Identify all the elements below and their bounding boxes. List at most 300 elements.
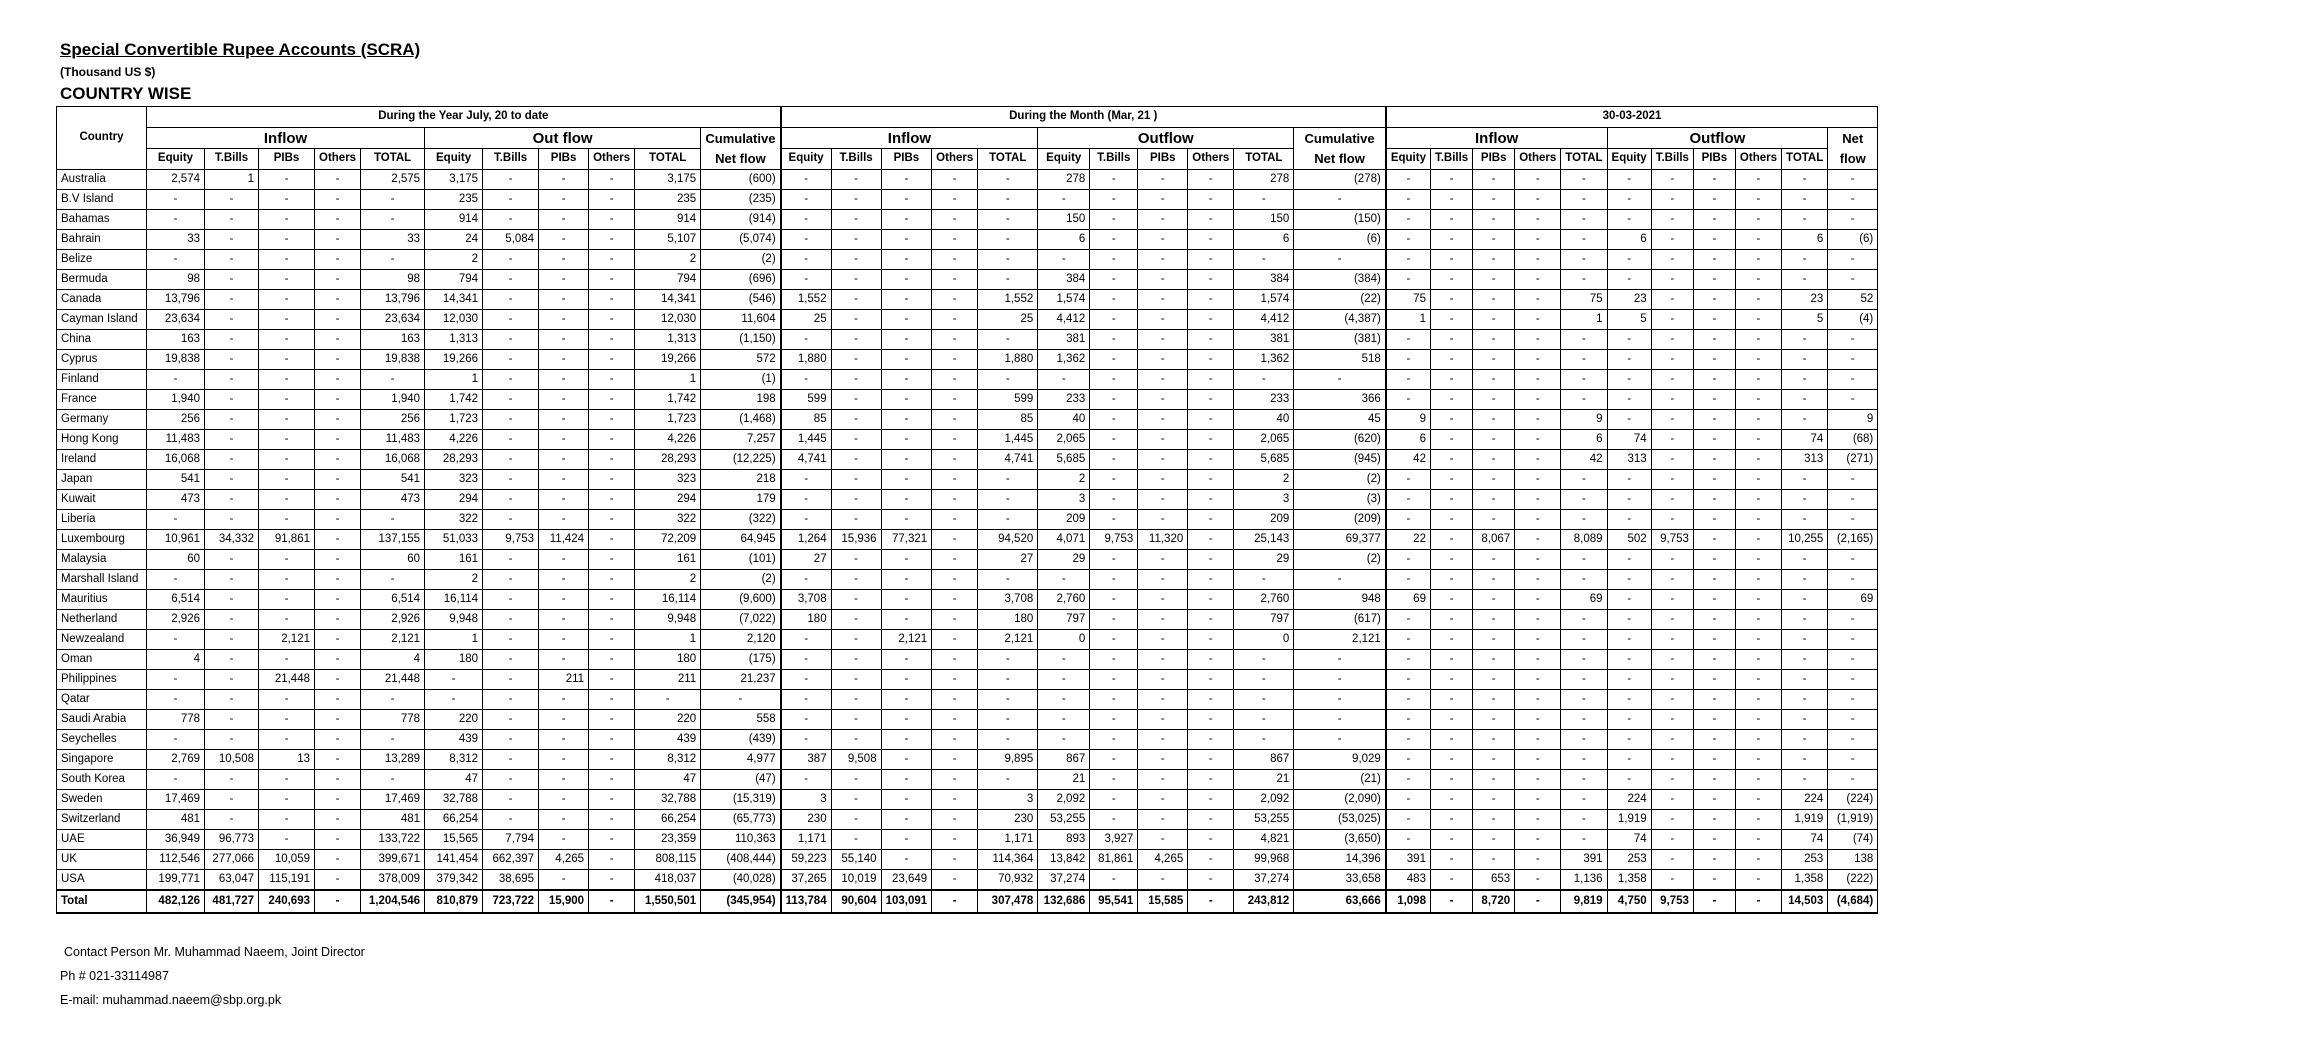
table-cell: 19,266 [635,350,701,370]
table-cell: 9,895 [978,750,1038,770]
table-row [57,790,1878,810]
table-cell: - [1090,670,1138,690]
table-cell: - [1828,690,1878,710]
table-cell: - [1138,490,1188,510]
table-cell: - [539,210,589,230]
table-cell: - [1515,210,1561,230]
table-cell: - [1386,470,1431,490]
table-cell: - [1828,710,1878,730]
table-cell: - [205,810,259,830]
table-cell: - [1735,590,1781,610]
table-cell: - [881,450,932,470]
table-cell: - [1138,210,1188,230]
month-inflow-tbills-subheader: T.Bills [831,149,881,170]
country-name: UK [57,850,147,870]
table-cell: (235) [701,190,781,210]
table-cell: 25 [978,310,1038,330]
table-cell: 163 [147,330,205,350]
table-cell: - [932,650,978,670]
table-cell: (21) [1294,770,1386,790]
table-cell: (2) [701,250,781,270]
table-cell: - [1473,670,1515,690]
table-cell: (175) [701,650,781,670]
table-cell: - [1294,370,1386,390]
table-cell: 4 [147,650,205,670]
table-cell: 5 [1782,310,1828,330]
table-cell: 211 [635,670,701,690]
table-cell: - [781,470,831,490]
table-cell: - [1735,550,1781,570]
table-cell: - [932,350,978,370]
table-cell: - [1430,850,1472,870]
table-cell: - [932,610,978,630]
table-cell: 37,274 [1234,870,1294,891]
year-inflow-header: Inflow [147,128,425,149]
table-cell: - [831,810,881,830]
table-cell: - [1693,810,1735,830]
table-cell: 243,812 [1234,890,1294,913]
table-cell: - [1693,210,1735,230]
table-cell: - [315,270,361,290]
table-cell: - [589,830,635,850]
table-cell: 63,666 [1294,890,1386,913]
table-cell: - [1651,230,1693,250]
table-cell: - [1294,710,1386,730]
table-cell: - [1651,510,1693,530]
year-outflow-pibs-subheader: PIBs [539,149,589,170]
table-cell: (3) [1294,490,1386,510]
table-cell: - [539,570,589,590]
table-cell: - [1782,330,1828,350]
table-cell: - [315,410,361,430]
table-cell: - [1561,710,1607,730]
table-cell: - [1386,610,1431,630]
table-cell: - [1430,250,1472,270]
table-cell: - [1188,490,1234,510]
table-cell: - [1138,650,1188,670]
table-cell: - [205,770,259,790]
table-cell: - [1386,490,1431,510]
table-cell: - [932,590,978,610]
table-cell: - [1473,390,1515,410]
table-cell: - [1473,270,1515,290]
table-cell: 47 [425,770,483,790]
table-cell: 6,514 [361,590,425,610]
table-cell: (439) [701,730,781,750]
table-cell: 211 [539,670,589,690]
table-cell: - [1693,250,1735,270]
table-cell: - [831,390,881,410]
table-cell: - [1651,250,1693,270]
table-cell: - [781,710,831,730]
table-cell: 797 [1038,610,1090,630]
table-cell: - [483,410,539,430]
table-cell: 94,520 [978,530,1038,550]
country-name: Qatar [57,690,147,710]
table-cell: - [881,650,932,670]
table-cell: - [1651,850,1693,870]
table-cell: 322 [425,510,483,530]
table-cell: 28,293 [635,450,701,470]
table-cell: 399,671 [361,850,425,870]
table-cell: - [1561,770,1607,790]
table-cell: - [1828,270,1878,290]
table-cell: 14,341 [635,290,701,310]
table-cell: 11,424 [539,530,589,550]
table-cell: 21,448 [259,670,315,690]
table-cell: - [205,670,259,690]
table-cell: 14,503 [1782,890,1828,913]
table-cell: - [932,830,978,850]
table-cell: 2,760 [1234,590,1294,610]
table-cell: 2 [1234,470,1294,490]
table-cell: - [1515,250,1561,270]
table-cell: - [781,190,831,210]
total-row [57,890,1878,913]
month-period-header: During the Month (Mar, 21 ) [781,107,1386,128]
table-cell: - [1828,370,1878,390]
table-cell: (322) [701,510,781,530]
table-cell: - [831,650,881,670]
table-cell: 778 [361,710,425,730]
month-net-flow-subheader: Net flow [1294,149,1386,170]
table-cell: (600) [701,170,781,190]
table-cell: - [1515,590,1561,610]
table-cell: - [589,730,635,750]
table-cell: - [589,590,635,610]
table-cell: - [315,830,361,850]
table-cell: - [1782,510,1828,530]
table-cell: - [205,330,259,350]
table-cell: - [1138,190,1188,210]
table-cell: 6 [1386,430,1431,450]
table-cell: - [315,890,361,913]
table-cell: (271) [1828,450,1878,470]
table-cell: 481 [361,810,425,830]
table-cell: - [1735,430,1781,450]
table-cell: - [1515,430,1561,450]
table-cell: - [881,810,932,830]
table-cell: (40,028) [701,870,781,891]
table-cell: - [881,370,932,390]
table-cell: - [1735,350,1781,370]
table-cell: - [1515,770,1561,790]
table-cell: (620) [1294,430,1386,450]
table-cell: 66,254 [635,810,701,830]
table-cell: 16,068 [147,450,205,470]
table-cell: - [1188,550,1234,570]
table-cell: 810,879 [425,890,483,913]
table-cell: 29 [1038,550,1090,570]
table-cell: 8,312 [635,750,701,770]
table-cell: - [1561,170,1607,190]
table-cell: - [1386,770,1431,790]
table-cell: - [1138,330,1188,350]
table-cell: - [1430,450,1472,470]
table-cell: - [1473,290,1515,310]
table-cell: - [1607,770,1651,790]
table-cell: - [932,390,978,410]
table-cell: 8,312 [425,750,483,770]
table-cell: 70,932 [978,870,1038,891]
table-cell: - [539,870,589,891]
table-cell: - [1430,690,1472,710]
table-cell: - [539,170,589,190]
table-cell: - [589,850,635,870]
table-row [57,450,1878,470]
table-cell: - [483,730,539,750]
table-cell: - [1430,270,1472,290]
table-cell: - [932,770,978,790]
table-cell: - [1294,650,1386,670]
table-cell: - [1693,710,1735,730]
table-cell: - [1782,710,1828,730]
table-cell: - [539,270,589,290]
table-cell: - [1090,550,1138,570]
table-cell: 141,454 [425,850,483,870]
table-cell: 11,604 [701,310,781,330]
table-row [57,290,1878,310]
table-cell: - [483,570,539,590]
table-cell: - [1473,630,1515,650]
table-cell: - [831,430,881,450]
table-row [57,610,1878,630]
table-cell: - [205,210,259,230]
table-cell: - [539,350,589,370]
country-name: Bahrain [57,230,147,250]
table-cell: - [539,830,589,850]
table-cell: - [881,470,932,490]
table-cell: 5,107 [635,230,701,250]
table-cell: 323 [425,470,483,490]
table-cell: 133,722 [361,830,425,850]
contact-person: Contact Person Mr. Muhammad Naeem, Joint Director [64,945,365,959]
table-cell: - [831,630,881,650]
table-cell: - [483,690,539,710]
date-net-flow-subheader: flow [1828,149,1878,170]
table-row [57,690,1878,710]
table-cell: - [205,430,259,450]
table-cell: 2 [425,250,483,270]
table-cell: (1,150) [701,330,781,350]
table-cell: (1,468) [701,410,781,430]
table-cell: 9,753 [1090,530,1138,550]
table-cell: - [1473,170,1515,190]
table-cell: - [1782,490,1828,510]
table-cell: 66,254 [425,810,483,830]
date-net-header: Net [1828,128,1878,149]
country-name: Mauritius [57,590,147,610]
table-cell: 13 [259,750,315,770]
table-cell: - [932,530,978,550]
table-cell: 3 [1038,490,1090,510]
table-cell: - [1090,250,1138,270]
table-cell: - [1693,870,1735,891]
date-inflow-header: Inflow [1386,128,1607,149]
table-cell: - [1693,590,1735,610]
table-cell: 63,047 [205,870,259,891]
table-cell: - [1090,170,1138,190]
table-cell: - [259,790,315,810]
table-cell: - [1138,250,1188,270]
table-cell: - [1386,250,1431,270]
table-cell: (5,074) [701,230,781,250]
table-cell: - [1828,510,1878,530]
month-outflow-tbills-subheader: T.Bills [1090,149,1138,170]
table-cell: - [978,230,1038,250]
table-cell: 381 [1234,330,1294,350]
table-cell: - [539,750,589,770]
table-cell: 2,926 [361,610,425,630]
table-cell: (2,165) [1828,530,1878,550]
table-cell: - [1693,890,1735,913]
table-cell: - [1828,610,1878,630]
table-cell: - [781,370,831,390]
table-cell: 307,478 [978,890,1038,913]
table-cell: - [1138,430,1188,450]
table-cell: - [1735,890,1781,913]
table-cell: 1,362 [1234,350,1294,370]
table-cell: - [881,350,932,370]
table-cell: - [1038,710,1090,730]
table-cell: - [483,550,539,570]
table-cell: - [1782,190,1828,210]
country-name: France [57,390,147,410]
table-cell: 379,342 [425,870,483,891]
table-cell: 37,274 [1038,870,1090,891]
table-cell: (1) [701,370,781,390]
table-cell: - [1782,350,1828,370]
table-cell: - [539,310,589,330]
table-cell: 794 [425,270,483,290]
table-cell: - [1693,570,1735,590]
table-cell: - [315,230,361,250]
table-cell: - [1430,390,1472,410]
table-cell: - [1693,510,1735,530]
table-cell: - [1430,370,1472,390]
table-cell: - [932,290,978,310]
table-row [57,250,1878,270]
table-cell: - [1430,830,1472,850]
table-cell: - [1188,650,1234,670]
contact-email: E-mail: muhammad.naeem@sbp.org.pk [60,993,282,1007]
table-cell: - [1473,650,1515,670]
table-cell: - [1651,330,1693,350]
table-cell: - [1693,670,1735,690]
table-cell: - [1138,410,1188,430]
table-header [57,107,1878,170]
table-cell: 81,861 [1090,850,1138,870]
table-cell: 3,708 [978,590,1038,610]
table-cell: - [1386,730,1431,750]
table-cell: - [978,570,1038,590]
table-cell: - [1038,370,1090,390]
table-cell: - [1138,810,1188,830]
table-cell: 161 [635,550,701,570]
country-name: Saudi Arabia [57,710,147,730]
table-cell: - [315,430,361,450]
table-cell: - [831,590,881,610]
table-row [57,590,1878,610]
table-cell: - [1473,610,1515,630]
table-cell: 99,968 [1234,850,1294,870]
table-cell: - [1561,810,1607,830]
country-name: South Korea [57,770,147,790]
table-cell: - [539,370,589,390]
table-cell: - [932,730,978,750]
table-cell: - [1473,810,1515,830]
table-cell: 235 [425,190,483,210]
table-cell: - [831,450,881,470]
table-cell: - [1138,450,1188,470]
table-cell: - [483,770,539,790]
table-cell: - [1430,470,1472,490]
table-cell: - [1430,230,1472,250]
table-cell: - [539,730,589,750]
year-inflow-equity-subheader: Equity [147,149,205,170]
table-cell: - [589,750,635,770]
table-cell: - [1386,690,1431,710]
table-cell: - [1473,790,1515,810]
table-cell: - [1038,650,1090,670]
table-cell: - [1430,490,1472,510]
table-cell: 10,961 [147,530,205,550]
table-cell: - [1651,750,1693,770]
table-cell: 1 [635,370,701,390]
table-cell: 808,115 [635,850,701,870]
table-cell: - [259,230,315,250]
table-cell: - [589,450,635,470]
table-cell: - [1188,630,1234,650]
table-cell: 233 [1038,390,1090,410]
table-row [57,350,1878,370]
table-cell: - [1386,670,1431,690]
table-cell: - [1782,630,1828,650]
table-cell: - [1234,650,1294,670]
table-cell: - [1188,210,1234,230]
table-cell: - [1561,390,1607,410]
table-cell: (68) [1828,430,1878,450]
table-cell: 2,065 [1234,430,1294,450]
table-cell: 313 [1607,450,1651,470]
table-row [57,370,1878,390]
table-cell: 14,341 [425,290,483,310]
table-cell: 2,065 [1038,430,1090,450]
table-cell: - [1188,850,1234,870]
table-cell: - [1515,230,1561,250]
table-cell: - [1473,710,1515,730]
table-cell: 3 [978,790,1038,810]
table-cell: - [315,870,361,891]
table-cell: 53,255 [1234,810,1294,830]
table-row [57,730,1878,750]
table-cell: - [1651,470,1693,490]
table-cell: 69 [1828,590,1878,610]
table-cell: - [1515,470,1561,490]
table-cell: (617) [1294,610,1386,630]
table-cell: - [1090,190,1138,210]
table-cell: - [831,730,881,750]
table-cell: - [1561,490,1607,510]
table-cell: - [1430,290,1472,310]
table-cell: - [932,310,978,330]
table-cell: - [539,290,589,310]
table-cell: 11,483 [361,430,425,450]
table-cell: - [1693,350,1735,370]
table-cell: - [1651,710,1693,730]
table-cell: 77,321 [881,530,932,550]
table-cell: 867 [1038,750,1090,770]
